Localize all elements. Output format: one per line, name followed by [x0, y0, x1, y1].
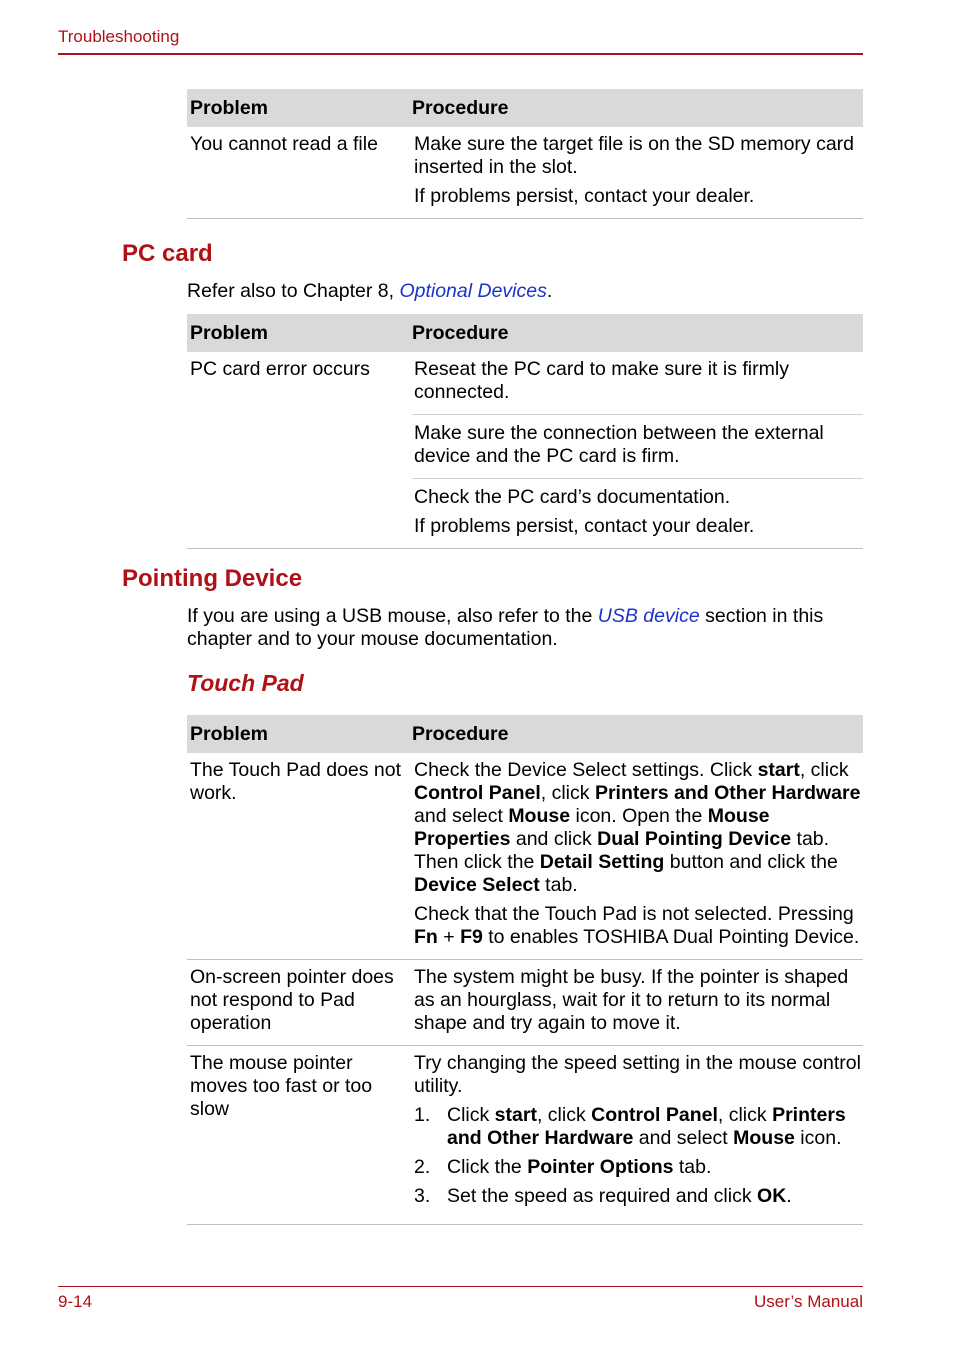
page-number: 9-14 — [58, 1292, 93, 1311]
running-header: Troubleshooting — [58, 27, 180, 46]
pc-card-intro: Refer also to Chapter 8, Optional Devices. — [187, 280, 553, 302]
table-header — [187, 314, 863, 352]
problem-cell: You cannot read a file — [190, 133, 378, 155]
col-problem: Problem — [190, 722, 269, 745]
procedure-text: Reseat the PC card to make sure it is firmly connected. — [414, 358, 789, 403]
col-procedure: Procedure — [412, 321, 509, 344]
table-row — [187, 352, 863, 549]
procedure-cell — [412, 960, 863, 1045]
procedure-cell — [412, 1046, 863, 1224]
section-heading-pc-card: PC card — [122, 240, 213, 267]
procedure-text: Try changing the speed setting in the mouse control utility. — [414, 1052, 861, 1097]
procedure-text: If problems persist, contact your dealer. — [414, 515, 755, 537]
col-procedure: Procedure — [412, 722, 509, 745]
table-row — [187, 1046, 863, 1225]
section-heading-pointing-device: Pointing Device — [122, 565, 303, 592]
procedure-text: Check the Device Select settings. Click start, click Control Panel, click Printers and Other Hardware and select Mouse icon. Open the Mouse Properties and click Dual Pointing Device tab. Then click the Detail Setting button and click the Device Select tab. — [414, 759, 861, 896]
touch-pad-table — [187, 715, 863, 1225]
manual-title: User’s Manual — [754, 1292, 863, 1311]
list-item: 2. Click the Pointer Options tab. — [414, 1156, 712, 1178]
col-problem: Problem — [190, 96, 269, 119]
problem-cell: The mouse pointer moves too fast or too slow — [190, 1052, 373, 1120]
procedure-cell — [412, 352, 863, 414]
footer-rule — [58, 1286, 863, 1287]
pc-card-table — [187, 314, 863, 549]
procedure-text: Make sure the connection between the external device and the PC card is firm. — [414, 422, 824, 467]
table-row — [187, 960, 863, 1046]
sub-heading-touch-pad: Touch Pad — [187, 670, 304, 696]
problem-cell: On-screen pointer does not respond to Pad operation — [190, 966, 394, 1034]
header-rule — [58, 53, 863, 55]
list-item: 3. Set the speed as required and click OK. — [414, 1185, 792, 1207]
usb-device-link[interactable]: USB device — [597, 605, 700, 627]
table-header — [187, 715, 863, 753]
procedure-text: Make sure the target file is on the SD memory card inserted in the slot. — [414, 133, 855, 178]
pointing-intro: If you are using a USB mouse, also refer to the USB device section in this chapter and to your mouse documentation. — [187, 605, 824, 650]
procedure-cell — [412, 478, 863, 548]
procedure-cell — [412, 414, 863, 478]
procedure-text: The system might be busy. If the pointer is shaped as an hourglass, wait for it to return to its normal shape and try again to move it. — [414, 966, 849, 1034]
optional-devices-link[interactable]: Optional Devices — [399, 280, 547, 302]
list-item: 1. Click start, click Control Panel, click Printers and Other Hardware and select Mouse icon. — [414, 1104, 846, 1149]
table-row — [187, 753, 863, 960]
procedure-text: Check the PC card’s documentation. — [414, 486, 731, 508]
table-row — [187, 127, 863, 219]
procedure-cell — [412, 753, 863, 959]
col-procedure: Procedure — [412, 96, 509, 119]
procedure-cell — [412, 127, 863, 218]
procedure-text: If problems persist, contact your dealer. — [414, 185, 755, 207]
problem-cell: The Touch Pad does not work. — [190, 759, 402, 804]
sd-card-table — [187, 89, 863, 219]
procedure-text: Check that the Touch Pad is not selected. Pressing Fn + F9 to enables TOSHIBA Dual Pointing Device. — [414, 903, 860, 948]
col-problem: Problem — [190, 321, 269, 344]
table-header — [187, 89, 863, 127]
problem-cell: PC card error occurs — [190, 358, 370, 380]
